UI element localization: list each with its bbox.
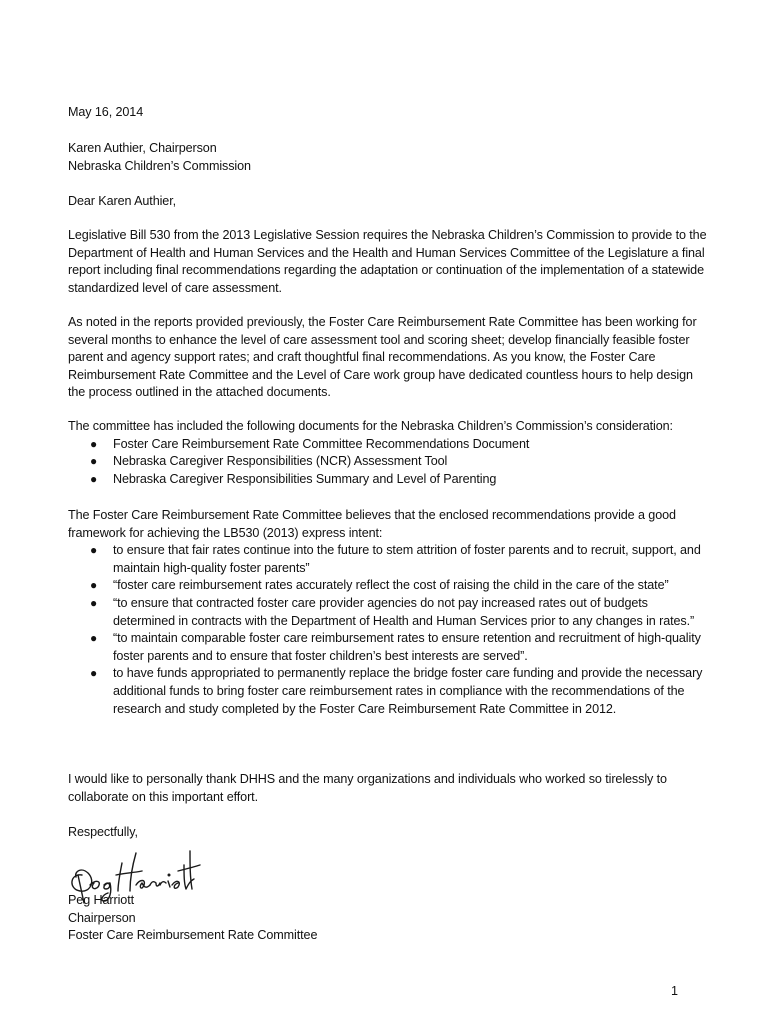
- signer-committee: Foster Care Reimbursement Rate Committee: [68, 928, 318, 943]
- list-item: ● “foster care reimbursement rates accurately reflect the cost of raising the child in the care of the state”: [68, 577, 708, 595]
- recipient-organization: Nebraska Children’s Commission: [68, 158, 251, 173]
- intent-section: [68, 507, 708, 718]
- bullet-icon: ●: [90, 631, 98, 646]
- salutation: Dear Karen Authier,: [68, 194, 177, 208]
- bullet-icon: ●: [90, 595, 98, 610]
- closing: Respectfully,: [68, 825, 138, 839]
- list-item: ● “to maintain comparable foster care reimbursement rates to ensure retention and recruitment of high-quality foster parents and to ensure that foster children’s best interests are served”.: [90, 631, 701, 663]
- bullet-icon: ●: [90, 454, 98, 469]
- signer-title: Chairperson: [68, 910, 136, 925]
- list-item: ● to ensure that fair rates continue into the future to stem attrition of foster parents and to recruit, support, and maintain high-quality foster parents”: [90, 543, 701, 575]
- bullet-icon: ●: [90, 578, 98, 593]
- list-item: ● “to ensure that contracted foster care provider agencies do not pay increased rates out of budgets determined in contracts with the Department of Health and Human Services prior to any changes in rates.”: [90, 595, 695, 628]
- list-item: ● Foster Care Reimbursement Rate Committee Recommendations Document: [68, 436, 708, 454]
- documents-section: [68, 418, 708, 488]
- paragraph-committee-work: As noted in the reports provided previously, the Foster Care Reimbursement Rate Committee has been working for several months to enhance the level of care assessment tool and scoring sheet; develop financially feasible foster parent and agency support rates; and craft thoughtful final recommendations. As you know, the Foster Care Reimbursement Rate Committee and the Level of Care work group have dedicated countless hours to help design the process outlined in the attached documents.: [68, 315, 697, 400]
- bullet-icon: ●: [90, 471, 98, 486]
- letter-date: May 16, 2014: [68, 105, 144, 119]
- bullet-icon: ●: [90, 666, 98, 681]
- thanks-paragraph: I would like to personally thank DHHS and the many organizations and individuals who worked so tirelessly to collaborate on this important effort.: [68, 772, 667, 804]
- list-item: ● Nebraska Caregiver Responsibilities (NCR) Assessment Tool: [68, 453, 708, 471]
- documents-list: [68, 436, 708, 489]
- documents-intro: The committee has included the following documents for the Nebraska Children’s Commission’s consideration:: [68, 419, 673, 433]
- recipient-name: Karen Authier, Chairperson: [68, 141, 217, 155]
- signer-block: [68, 892, 708, 945]
- bullet-icon: ●: [90, 543, 98, 558]
- list-item: ● to have funds appropriated to permanently replace the bridge foster care funding and provide the necessary additional funds to bring foster care reimbursement rates in compliance with the recommendations of the research and study completed by the Foster Care Reimbursement Rate Committee in 2012.: [90, 666, 703, 716]
- signer-name: Peg Harriott: [68, 893, 134, 907]
- page-number: 1: [670, 984, 678, 998]
- paragraph-legislative-bill: Legislative Bill 530 from the 2013 Legislative Session requires the Nebraska Children’s Commission to provide to the Department of Health and Human Services and the Health and Human Services Committee of the Legislature a final report including final recommendations regarding the adaptation or continuation of the implementation of a statewide standardized level of care assessment.: [68, 228, 707, 295]
- list-item: ● Nebraska Caregiver Responsibilities Summary and Level of Parenting: [68, 471, 708, 489]
- intent-intro: The Foster Care Reimbursement Rate Committee believes that the enclosed recommendations provide a good framework for achieving the LB530 (2013) express intent:: [68, 508, 676, 540]
- recipient-block: [68, 140, 708, 175]
- bullet-icon: ●: [90, 436, 98, 451]
- intent-list: [68, 542, 708, 718]
